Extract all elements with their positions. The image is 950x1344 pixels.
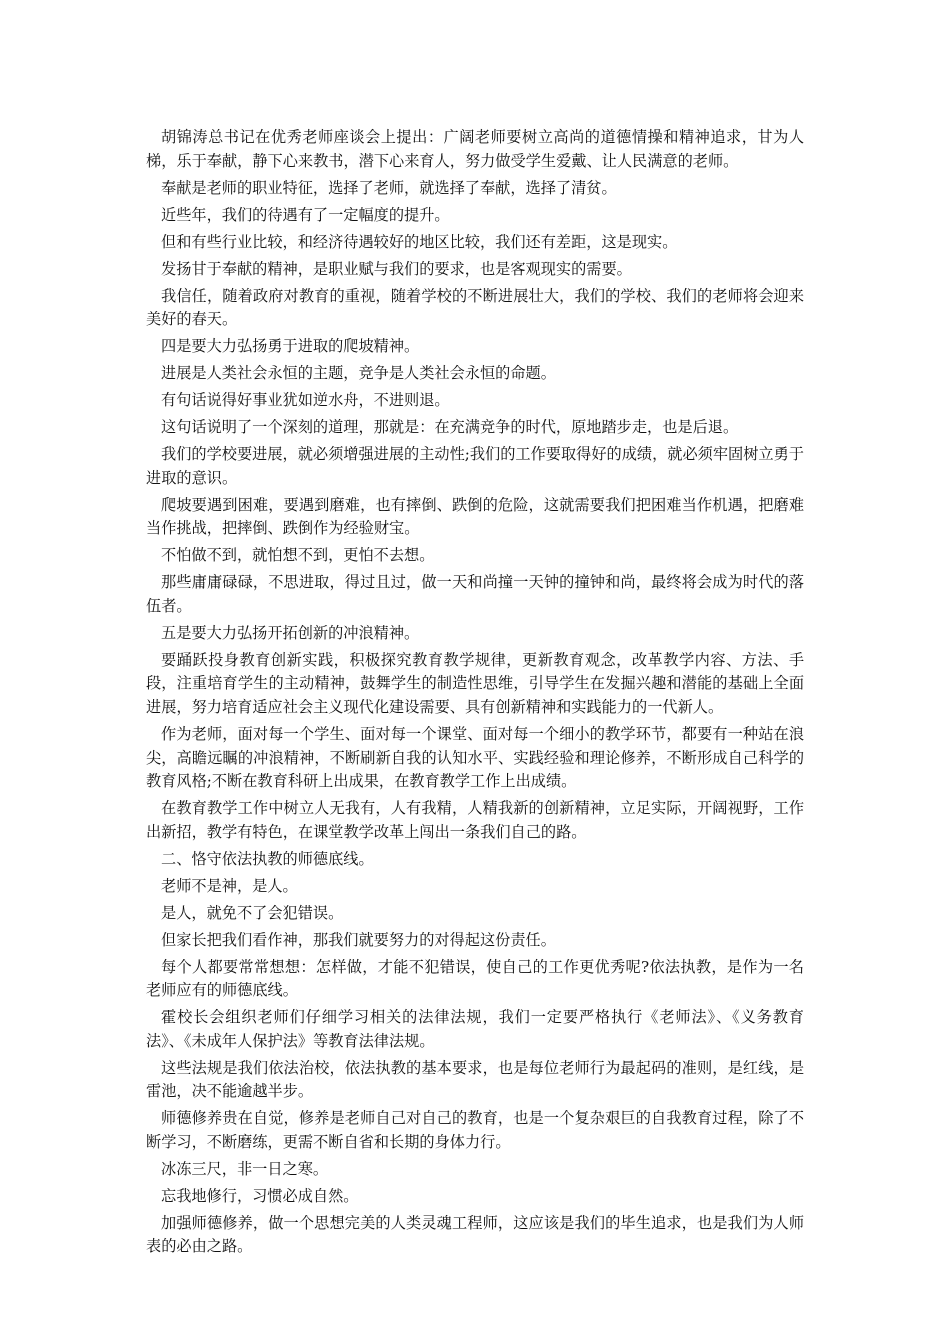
paragraph: 老师不是神，是人。	[161, 876, 298, 895]
paragraph: 爬坡要遇到困难，要遇到磨难，也有摔倒、跌倒的危险，这就需要我们把困难当作机遇，把磨难当作挑战，把摔倒、跌倒作为经验财宝。	[146, 495, 804, 538]
paragraph: 作为老师，面对每一个学生、面对每一个课堂、面对每一个细小的教学环节，都要有一种站在浪尖，高瞻远瞩的冲浪精神，不断刷新自我的认知水平、实践经验和理论修养，不断形成自己科学的教育风格;不断在教育科研上出成果，在教育教学工作上出成绩。	[146, 724, 804, 791]
paragraph: 是人，就免不了会犯错误。	[161, 903, 344, 922]
section-heading: 五是要大力弘扬开拓创新的冲浪精神。	[161, 623, 420, 642]
paragraph: 在教育教学工作中树立人无我有，人有我精，人精我新的创新精神，立足实际，开阔视野，工作出新招，教学有特色，在课堂教学改革上闯出一条我们自己的路。	[146, 799, 804, 841]
paragraph: 霍校长会组织老师们仔细学习相关的法律法规，我们一定要严格执行《老师法》、《义务教育法》、《未成年人保护法》等教育法律法规。	[146, 1008, 804, 1050]
paragraph: 那些庸庸碌碌，不思进取，得过且过，做一天和尚撞一天钟的撞钟和尚，最终将会成为时代的落伍者。	[146, 573, 804, 615]
paragraph: 胡锦涛总书记在优秀老师座谈会上提出：广阔老师要树立高尚的道德情操和精神追求，甘为人梯，乐于奉献，静下心来教书，潜下心来育人，努力做受学生爱戴、让人民满意的老师。	[146, 128, 804, 170]
paragraph: 师德修养贵在自觉，修养是老师自己对自己的教育，也是一个复杂艰巨的自我教育过程，除了不断学习，不断磨练，更需不断自省和长期的身体力行。	[146, 1109, 804, 1151]
paragraph: 这句话说明了一个深刻的道理，那就是：在充满竞争的时代，原地踏步走，也是后退。	[161, 418, 739, 437]
paragraph: 发扬甘于奉献的精神，是职业赋与我们的要求，也是客观现实的需要。	[161, 259, 632, 278]
paragraph: 近些年，我们的待遇有了一定幅度的提升。	[161, 205, 450, 224]
paragraph: 要踊跃投身教育创新实践，积极探究教育教学规律，更新教育观念，改革教学内容、方法、手段，注重培育学生的主动精神，鼓舞学生的制造性思维，引导学生在发掘兴趣和潜能的基础上全面进展，努力培育适应社会主义现代化建设需要、具有创新精神和实践能力的一代新人。	[146, 650, 804, 716]
document-body	[146, 126, 804, 1262]
paragraph: 有句话说得好事业犹如逆水舟，不进则退。	[161, 391, 450, 410]
paragraph: 不怕做不到，就怕想不到，更怕不去想。	[161, 546, 435, 565]
paragraph: 忘我地修行，习惯必成自然。	[161, 1186, 359, 1205]
paragraph: 奉献是老师的职业特征，选择了老师，就选择了奉献，选择了清贫。	[161, 178, 617, 197]
paragraph: 冰冻三尺，非一日之寒。	[161, 1159, 329, 1178]
section-heading: 四是要大力弘扬勇于进取的爬坡精神。	[161, 337, 420, 356]
paragraph: 进展是人类社会永恒的主题，竞争是人类社会永恒的命题。	[161, 364, 556, 383]
paragraph: 这些法规是我们依法治校，依法执教的基本要求，也是每位老师行为最起码的准则，是红线，是雷池，决不能逾越半步。	[146, 1058, 804, 1101]
paragraph: 但和有些行业比较，和经济待遇较好的地区比较，我们还有差距，这是现实。	[161, 232, 678, 251]
section-heading: 二、恪守依法执教的师德底线。	[161, 849, 374, 868]
paragraph: 加强师德修养，做一个思想完美的人类灵魂工程师，这应该是我们的毕生追求，也是我们为人师表的必由之路。	[146, 1213, 804, 1256]
paragraph: 我们的学校要进展，就必须增强进展的主动性;我们的工作要取得好的成绩，就必须牢固树立勇于进取的意识。	[146, 445, 804, 487]
paragraph: 每个人都要常常想想：怎样做，才能不犯错误，使自己的工作更优秀呢?依法执教，是作为一名老师应有的师德底线。	[146, 957, 804, 1000]
paragraph: 但家长把我们看作神，那我们就要努力的对得起这份责任。	[161, 930, 556, 949]
paragraph: 我信任，随着政府对教育的重视，随着学校的不断进展壮大，我们的学校、我们的老师将会迎来美好的春天。	[146, 286, 804, 329]
